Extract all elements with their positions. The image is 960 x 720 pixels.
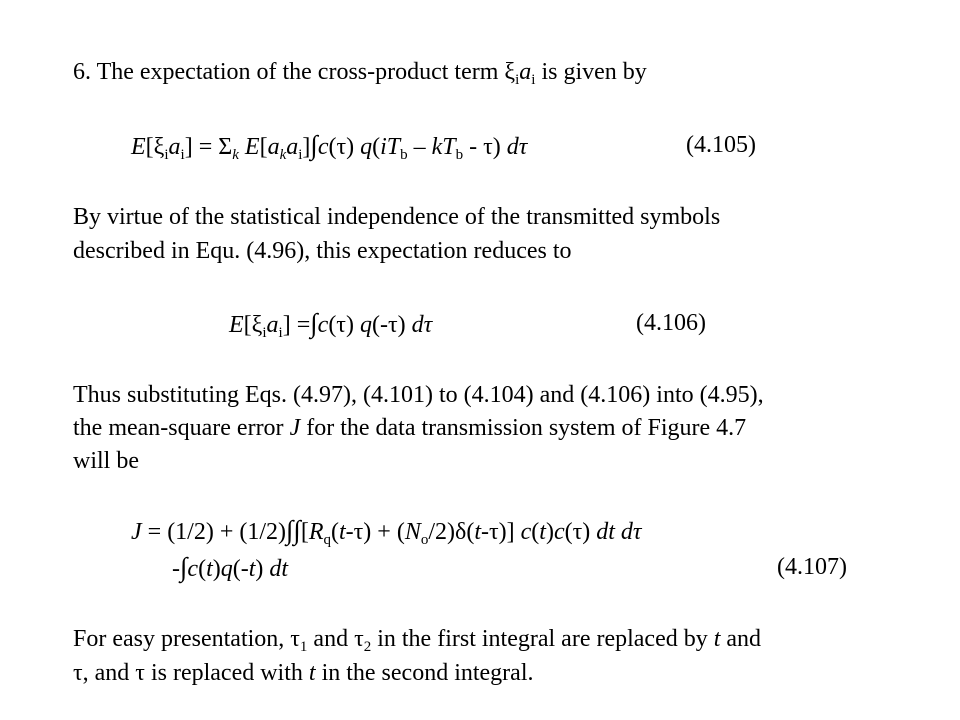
paragraph-2-line-2: described in Equ. (4.96), this expectation reduces to (73, 238, 572, 264)
equation-4-107-line-2: -∫c(t)q(-t) dt (172, 552, 289, 582)
equation-number-4-106: (4.106) (636, 310, 706, 336)
equation-number-4-107: (4.107) (777, 554, 847, 580)
paragraph-4-line-1: For easy presentation, $\tau_1$ and $\tau_2$ in the first integral are replaced by t and (73, 626, 762, 655)
paragraph-2-line-1: By virtue of the statistical independence of the transmitted symbols (73, 204, 721, 230)
integral-symbol: ∫ (310, 308, 318, 338)
integral-symbol: ∫ (310, 130, 318, 160)
equation-4-105: $E[\xi_ia_i] = \Sigma_k$ $E[a_ka_i]\int c(\tau)$ $q(iT_b - kT_b - \tau)$ dτ (131, 130, 528, 163)
paragraph-3-line-2: the mean-square error J for the data transmission system of Figure 4.7 (73, 415, 747, 441)
equation-4-106: $E[\xi_ia_i] =\int c(\tau)$ q(-τ) dτ (229, 308, 433, 341)
paragraph-3-line-3: will be (73, 448, 139, 474)
equation-4-107-line-1: $J = (1/2) + (1/2)\int\int[R_q(t-\tau) + (N_o/2)\delta(t-\tau)]$ c(t)c(τ) dt dτ (131, 515, 642, 548)
equation-number-4-105: (4.105) (686, 132, 756, 158)
intro-paragraph: 6. The expectation of the cross-product term $\xi_ia_i$ is given by (73, 59, 647, 88)
paragraph-4-line-2: τ, and τ is replaced with t in the second integral. (73, 660, 534, 686)
integral-symbol: ∫ (180, 552, 188, 582)
double-integral-symbol: ∫∫ (286, 515, 301, 545)
paragraph-3-line-1: Thus substituting Eqs. (4.97), (4.101) to (4.104) and (4.106) into (4.95), (73, 382, 764, 408)
